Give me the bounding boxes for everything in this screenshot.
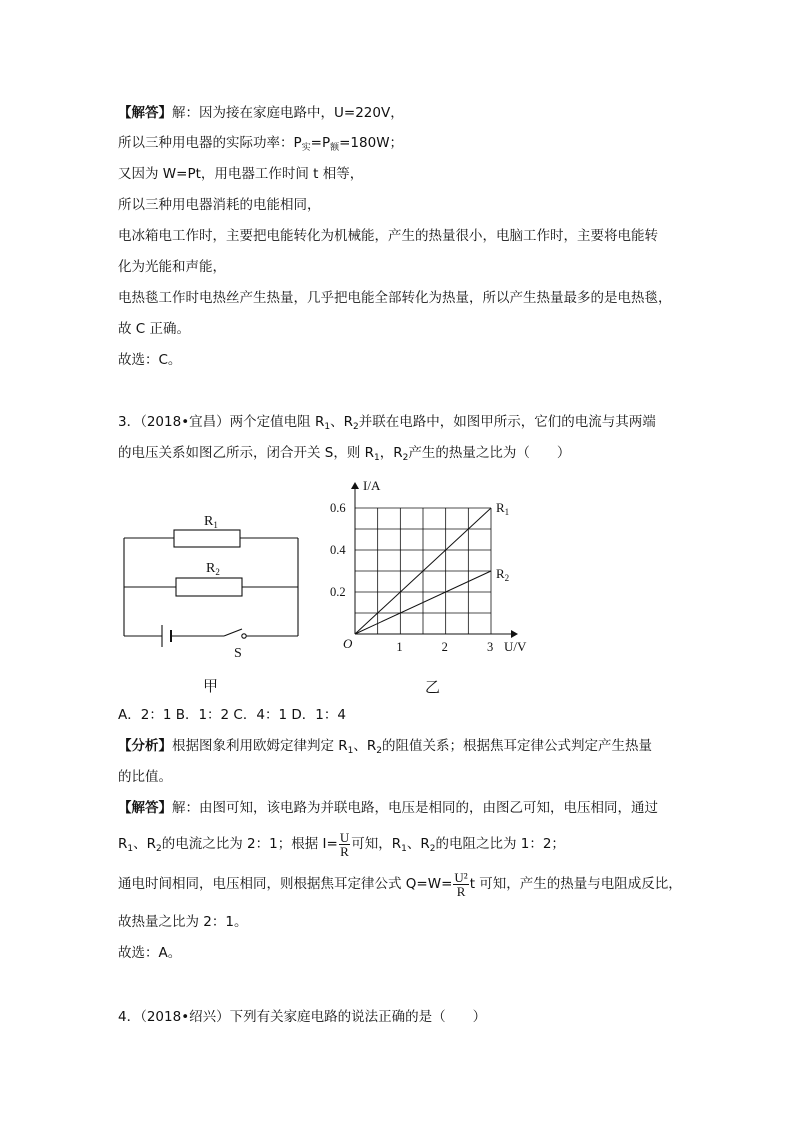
solution-choice: 故选：C。 [118, 352, 182, 368]
x-tick-label: 2 [441, 640, 448, 654]
question-3-line-2: 的电压关系如图乙所示，闭合开关 S，则 $R_1$，$R_2$产生的热量之比为（ ） [118, 445, 571, 463]
resistor-r1 [174, 530, 240, 547]
solution-line-4: 所以三种用电器消耗的电能相同， [118, 197, 321, 213]
analysis-tag: 【分析】 [118, 738, 172, 754]
analysis-line-1: 【分析】根据图象利用欧姆定律判定 $R_1$、$R_2$的阻值关系；根据焦耳定律公式判定产生热量 [118, 738, 653, 756]
solution-line-8: 故 C 正确。 [118, 321, 191, 337]
switch-s [224, 629, 242, 636]
answer-options: A．2：1 B．1：2 C．4：1 D．1：4 [118, 707, 346, 723]
analysis-line-2: 的比值。 [118, 769, 172, 785]
y-tick-label: 0.6 [330, 501, 346, 515]
solution-line-7: 电热毯工作时电热丝产生热量，几乎把电能全部转化为热量，所以产生热量最多的是电热毯， [118, 290, 672, 306]
y-tick-label: 0.4 [330, 543, 346, 557]
solution-line-6: 化为光能和声能， [118, 259, 226, 275]
x-axis-label: U/V [504, 639, 527, 654]
graph-caption: 乙 [425, 678, 441, 696]
y-axis-label: I/A [363, 478, 381, 493]
origin-label: O [343, 636, 353, 651]
solution-line-1: 【解答】解：因为接在家庭电路中，U=220V， [118, 105, 404, 121]
iv-graph [330, 475, 540, 660]
resistor-r2 [176, 578, 242, 596]
solution-line-5: 电冰箱电工作时，主要把电能转化为机械能，产生的热量很小，电脑工作时，主要将电能转 [118, 228, 658, 244]
question-3-line-1: 3．（2018•宜昌）两个定值电阻 $R_1$、$R_2$并联在电路中，如图甲所示，它们的电流与其两端 [118, 414, 656, 432]
solution3-choice: 故选：A。 [118, 945, 182, 961]
x-tick-label: 3 [487, 640, 494, 654]
solution-tag: 【解答】 [118, 105, 172, 121]
circuit-caption: 甲 [203, 677, 219, 695]
r1-label: $R_1$ [204, 514, 218, 530]
fraction-u-over-r: $\frac{U}{R}$ [339, 829, 350, 859]
question-4-line-1: 4．（2018•绍兴）下列有关家庭电路的说法正确的是（ ） [118, 1009, 487, 1025]
solution3-line-3: 通电时间相同，电压相同，则根据焦耳定律公式 Q=W= $\frac{\text{U²}}{R}$ t 可知，产生的热量与电阻成反比， [118, 869, 682, 899]
r2-label: $R_2$ [206, 561, 220, 577]
circuit-diagram [118, 505, 308, 665]
solution3-line-1: 【解答】解：由图可知，该电路为并联电路，电压是相同的，由图乙可知，电压相同，通过 [118, 800, 658, 816]
series-label-r2: $R_2$ [496, 566, 510, 583]
x-tick-label: 1 [396, 640, 403, 654]
solution-line-3: 又因为 W=Pt，用电器工作时间 t 相等， [118, 166, 364, 182]
solution3-line-2: $R_1$、$R_2$的电流之比为 2：1；根据 I= $\frac{U}{R}$ 可知，$R_1$、$R_2$的电阻之比为 1：2； [118, 829, 565, 859]
fraction-u2-over-r: $\frac{\text{U²}}{R}$ [454, 869, 468, 899]
solution3-tag: 【解答】 [118, 800, 172, 816]
solution-line-2: 所以三种用电器的实际功率：$P_实=P_额=180W$； [118, 135, 404, 153]
solution3-line-4: 故热量之比为 2：1。 [118, 914, 248, 930]
y-tick-label: 0.2 [330, 585, 346, 599]
switch-label: S [234, 646, 242, 661]
series-label-r1: $R_1$ [496, 500, 510, 517]
